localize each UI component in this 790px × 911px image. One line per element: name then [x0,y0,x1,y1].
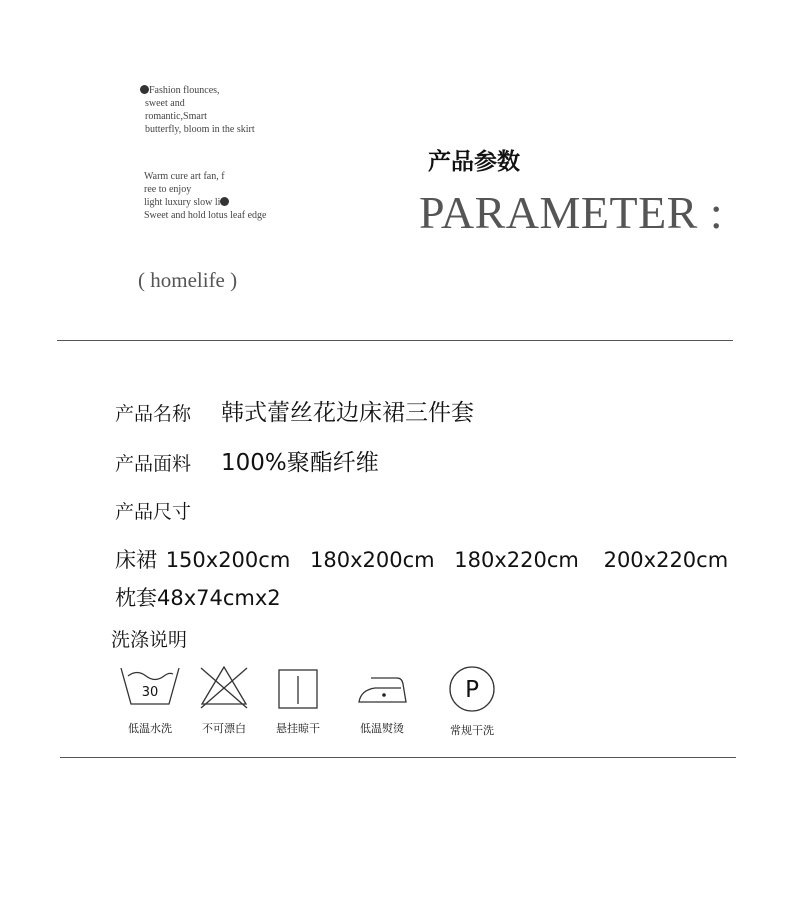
dry-clean-p-icon [447,664,497,712]
bed-skirt-sizes [115,544,728,574]
divider-bottom [60,757,736,758]
bullet-dot-icon [140,85,149,94]
product-name-label: 产品名称 [115,403,192,425]
care-label-iron: 低温熨烫 [360,722,404,735]
product-fabric-value: 100%聚酯纤维 [221,450,379,476]
dry-clean-letter: P [465,677,479,703]
divider-top [57,340,733,341]
poem2-line-4: Sweet and hold lotus leaf edge [144,210,267,221]
size-option: 200x220cm [603,548,729,572]
care-label-dryclean: 常规干洗 [450,724,494,737]
product-fabric-label: 产品面料 [115,453,192,475]
iron-low-icon [357,664,407,710]
title-cn: 产品参数 [428,149,520,175]
product-name-value: 韩式蕾丝花边床裙三件套 [221,400,474,426]
poem2-line-3: light luxury slow li [144,196,266,209]
title-en: PARAMETER : [419,187,724,238]
no-bleach-icon [198,664,250,710]
poem1-line-2: sweet and [145,98,185,109]
wash-30-icon [118,664,182,710]
product-size-label: 产品尺寸 [115,501,192,523]
size-option: 180x200cm [309,548,435,572]
poem1-line-3: romantic,Smart [145,111,207,122]
product-size-row [115,497,221,524]
wash-temp: 30 [141,685,159,700]
pillow-size: 枕套48x74cmx2 [115,586,281,610]
poem2-line-2: ree to enjoy [144,184,192,195]
product-name-row [115,394,474,427]
care-label-bleach: 不可漂白 [202,722,246,735]
poem2-line-1: Warm cure art fan, f [144,171,225,182]
poem1-line-1: Fashion flounces, [140,84,255,97]
care-item-dryclean [427,664,517,738]
size-option: 150x200cm [165,548,291,572]
poem-block-1 [140,84,255,136]
size-option: 180x220cm [454,548,579,572]
care-item-dry [253,664,343,736]
bed-skirt-label: 床裙 [115,548,157,572]
product-fabric-row [115,444,379,477]
poem-block-2 [144,170,266,222]
care-label-dry: 悬挂晾干 [276,722,320,735]
poem1-line-4: butterfly, bloom in the skirt [145,124,255,135]
care-item-iron [337,664,427,736]
care-label-wash: 低温水洗 [128,722,172,735]
homelife-tag: ( homelife ) [138,268,238,292]
care-label: 洗涤说明 [111,629,188,651]
hang-dry-icon [276,664,320,710]
bullet-dot-icon [220,197,229,206]
